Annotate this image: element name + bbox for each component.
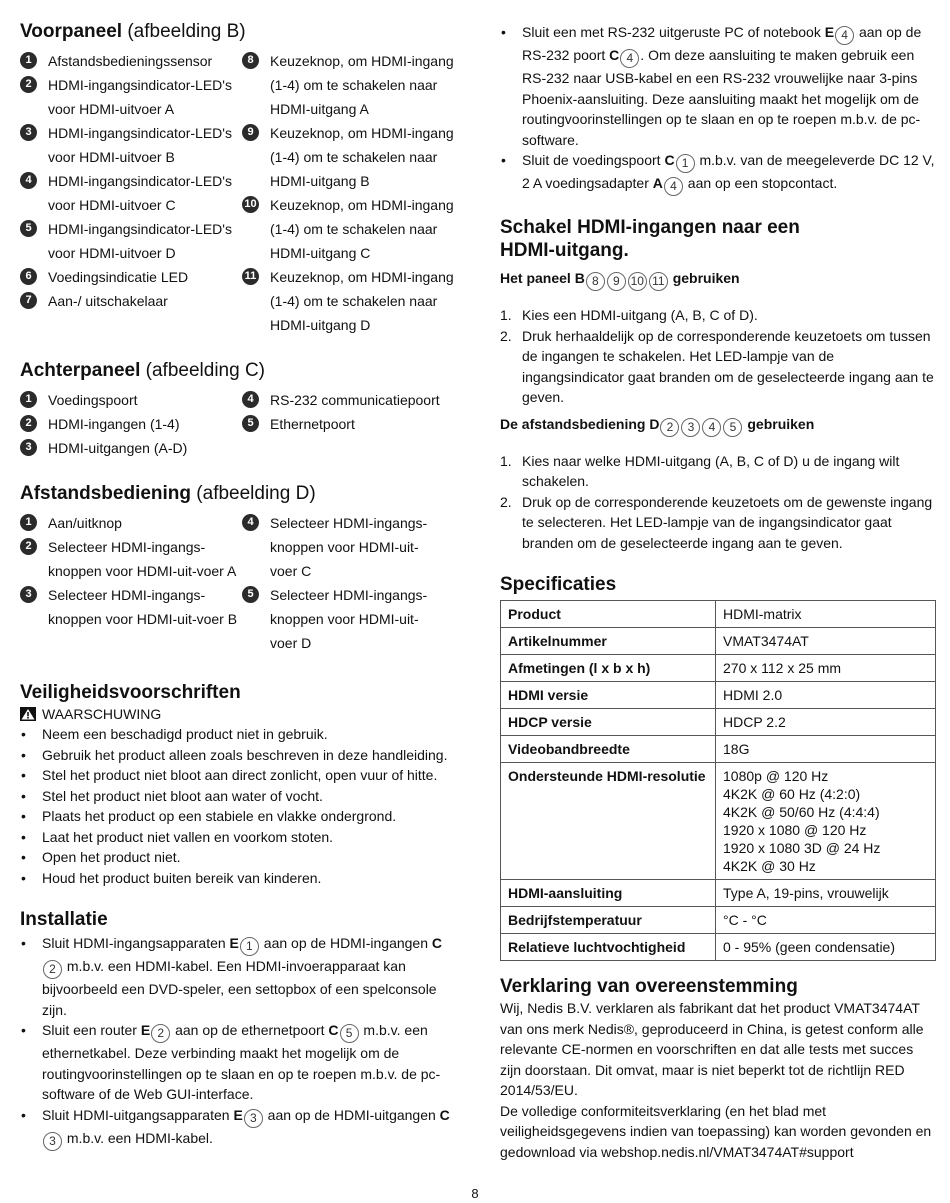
reference-number-circle: 1	[240, 937, 259, 956]
panel-button-numbers	[585, 270, 669, 286]
numbered-item	[242, 412, 460, 436]
step-item: 1. Kies naar welke HDMI-uitgang (A, B, C of D) u de ingang wilt schakelen.	[500, 452, 900, 489]
warning-triangle-icon	[20, 707, 36, 721]
bullet-item: • Plaats het product op een stabiele en vlakke ondergrond.	[20, 806, 460, 827]
reference-number-circle: 10	[628, 272, 647, 291]
item-number-badge: 4	[20, 172, 37, 189]
item-number-badge: 3	[20, 124, 37, 141]
item-text: HDMI-ingangsindicator-LED's voor HDMI-uitvoer B	[48, 125, 232, 165]
item-text: Selecteer HDMI-ingangs-knoppen voor HDMI-uit-voer C	[270, 515, 428, 579]
item-number-badge: 10	[242, 196, 259, 213]
numbered-item	[242, 193, 460, 265]
numbered-item	[20, 535, 242, 583]
item-text: Ethernetpoort	[270, 416, 355, 432]
spec-value: Type A, 19-pins, vrouwelijk	[716, 880, 936, 907]
bullet-item: • Sluit de voedingspoort C 1 m.b.v. van de meegeleverde DC 12 V, 2 A voedingsadapter A 4 aan op een stopcontact.	[500, 150, 936, 196]
item-text: HDMI-ingangsindicator-LED's voor HDMI-uitvoer A	[48, 77, 232, 117]
reference-number-circle: 4	[664, 177, 683, 196]
conformity-paragraph-1: Wij, Nedis B.V. verklaren als fabrikant dat het product VMAT3474AT van ons merk Nedis®, geproduceerd in China, is getest conform alle relevante CE-normen en voorschriften en dat alle tests met succes zijn doorstaan. Dit omvat, maar is niet beperkt tot de richtlijn RED 2014/53/EU.	[500, 1000, 924, 1098]
bullet-item: • Stel het product niet bloot aan direct zonlicht, open vuur of hitte.	[20, 765, 460, 786]
step-item: 1. Kies een HDMI-uitgang (A, B, C of D).	[500, 307, 758, 323]
bullet-item: • Sluit HDMI-ingangsapparaten E 1 aan op de HDMI-ingangen C2 m.b.v. een HDMI-kabel. Een HDMI-invoerapparaat kan bijvoorbeeld een DVD-speler, een settopbox of een spelconsole zijn.	[20, 933, 460, 1020]
reference-number-circle: 2	[151, 1024, 170, 1043]
numbered-item	[242, 583, 442, 655]
reference-number-circle: 11	[649, 272, 668, 291]
item-text: Selecteer HDMI-ingangs-knoppen voor HDMI-uit-voer A	[48, 539, 237, 579]
numbered-item	[20, 289, 242, 313]
numbered-item	[20, 73, 242, 121]
spec-row	[501, 628, 936, 655]
item-text: HDMI-ingangsindicator-LED's voor HDMI-uitvoer C	[48, 173, 232, 213]
warning-label: WAARSCHUWING	[20, 706, 460, 722]
spec-value: 0 - 95% (geen condensatie)	[716, 934, 936, 961]
item-text: HDMI-ingangsindicator-LED's voor HDMI-uitvoer D	[48, 221, 232, 261]
spec-key: Artikelnummer	[501, 628, 716, 655]
install-list-continued	[500, 22, 936, 196]
item-text: Keuzeknop, om HDMI-ingang (1-4) om te schakelen naar HDMI-uitgang A	[270, 53, 454, 117]
bullet-item: • Open het product niet.	[20, 847, 460, 868]
reference-number-circle: 4	[620, 49, 639, 68]
numbered-item	[20, 583, 242, 631]
spec-key: Product	[501, 601, 716, 628]
spec-row	[501, 682, 936, 709]
spec-value: 270 x 112 x 25 mm	[716, 655, 936, 682]
item-text: Aan-/ uitschakelaar	[48, 293, 168, 309]
spec-key: Bedrijfstemperatuur	[501, 907, 716, 934]
spec-value: VMAT3474AT	[716, 628, 936, 655]
item-number-badge: 2	[20, 415, 37, 432]
item-number-badge: 2	[20, 538, 37, 555]
specs-table	[500, 600, 936, 961]
step-item: 2. Druk herhaaldelijk op de corresponderende keuzetoets om tussen de ingangen te schakelen. Het LED-lampje van de ingangsindicator gaat branden om de geselecteerde ingang aan te geven.	[500, 327, 934, 405]
reference-number-circle: 4	[835, 26, 854, 45]
numbered-item	[20, 169, 242, 217]
remote-subheading: De afstandsbediening D 2 3 4 5 gebruiken	[500, 414, 936, 437]
conformity-heading: Verklaring van overeenstemming	[500, 976, 798, 997]
reference-number-circle: 8	[586, 272, 605, 291]
reference-number-circle: 3	[244, 1109, 263, 1128]
spec-row	[501, 907, 936, 934]
numbered-item	[20, 121, 242, 169]
spec-row	[501, 709, 936, 736]
item-text: HDMI-uitgangen (A-D)	[48, 440, 188, 456]
item-text: Keuzeknop, om HDMI-ingang (1-4) om te schakelen naar HDMI-uitgang C	[270, 197, 454, 261]
spec-value: 18G	[716, 736, 936, 763]
item-text: Voedingspoort	[48, 392, 138, 408]
spec-key: HDMI-aansluiting	[501, 880, 716, 907]
remote-heading: Afstandsbediening (afbeelding D)	[20, 483, 316, 504]
spec-value: °C - °C	[716, 907, 936, 934]
front-panel-list	[20, 49, 460, 337]
reference-number-circle: 1	[676, 154, 695, 173]
remote-list	[20, 511, 460, 655]
right-column	[500, 20, 936, 1162]
item-text: Voedingsindicatie LED	[48, 269, 189, 285]
item-number-badge: 4	[242, 391, 259, 408]
item-number-badge: 9	[242, 124, 259, 141]
install-heading: Installatie	[20, 909, 108, 930]
spec-row	[501, 880, 936, 907]
item-text: Aan/uitknop	[48, 515, 122, 531]
bullet-item: • Houd het product buiten bereik van kinderen.	[20, 868, 460, 889]
bullet-item: • Sluit HDMI-uitgangsapparaten E 3 aan op de HDMI-uitgangen C3 m.b.v. een HDMI-kabel.	[20, 1105, 460, 1151]
reference-number-circle: 2	[43, 960, 62, 979]
numbered-item	[242, 511, 442, 583]
safety-list	[20, 724, 460, 888]
page-number: 8	[471, 1186, 479, 1201]
item-number-badge: 6	[20, 268, 37, 285]
item-text: RS-232 communicatiepoort	[270, 392, 440, 408]
numbered-item	[20, 217, 242, 265]
reference-number-circle: 9	[607, 272, 626, 291]
numbered-item	[242, 49, 460, 121]
item-number-badge: 5	[242, 586, 259, 603]
spec-key: Afmetingen (l x b x h)	[501, 655, 716, 682]
numbered-item	[20, 388, 242, 412]
specs-heading: Specificaties	[500, 574, 617, 595]
item-number-badge: 7	[20, 292, 37, 309]
spec-key: Videobandbreedte	[501, 736, 716, 763]
spec-key: HDMI versie	[501, 682, 716, 709]
item-text: Keuzeknop, om HDMI-ingang (1-4) om te schakelen naar HDMI-uitgang D	[270, 269, 454, 333]
spec-value: HDMI 2.0	[716, 682, 936, 709]
rear-panel-heading: Achterpaneel (afbeelding C)	[20, 360, 265, 381]
switch-heading: Schakel HDMI-ingangen naar een HDMI-uitgang.	[500, 217, 800, 261]
numbered-item	[20, 436, 242, 460]
numbered-item	[242, 121, 460, 193]
spec-key: HDCP versie	[501, 709, 716, 736]
item-text: Keuzeknop, om HDMI-ingang (1-4) om te schakelen naar HDMI-uitgang B	[270, 125, 454, 189]
item-number-badge: 11	[242, 268, 259, 285]
panel-subheading: Het paneel B 8 9 10 11 gebruiken	[500, 268, 936, 291]
spec-key: Ondersteunde HDMI-resolutie	[501, 763, 716, 880]
item-number-badge: 3	[20, 439, 37, 456]
bullet-item: • Stel het product niet bloot aan water of vocht.	[20, 786, 460, 807]
bullet-item: • Sluit een met RS-232 uitgeruste PC of notebook E 4 aan op de RS-232 poort C 4 . Om deze aansluiting te maken gebruik een RS-232 naar USB-kabel en een RS-232 vrouwelijke naar 3-pins Phoenix-aansluiting. Deze aansluiting maakt het mogelijk om de routingvoorinstellingen op te slaan en op te roepen m.b.v. de pc-software.	[500, 22, 936, 150]
spec-row	[501, 763, 936, 880]
front-panel-heading: Voorpaneel (afbeelding B)	[20, 21, 246, 42]
numbered-item	[20, 511, 242, 535]
numbered-item	[20, 265, 242, 289]
reference-number-circle: 5	[340, 1024, 359, 1043]
bullet-item: • Sluit een router E 2 aan op de ethernetpoort C 5 m.b.v. een ethernetkabel. Deze verbinding maakt het mogelijk om de routingvoorinstellingen op te slaan en op te roepen m.b.v. de pc-software of de Web GUI-interface.	[20, 1020, 460, 1105]
item-number-badge: 5	[242, 415, 259, 432]
reference-number-circle: 2	[660, 418, 679, 437]
remote-button-numbers	[659, 416, 743, 432]
item-text: HDMI-ingangen (1-4)	[48, 416, 180, 432]
left-column	[20, 20, 460, 1151]
item-number-badge: 3	[20, 586, 37, 603]
reference-number-circle: 3	[43, 1132, 62, 1151]
spec-value: 1080p @ 120 Hz 4K2K @ 60 Hz (4:2:0) 4K2K @ 50/60 Hz (4:4:4) 1920 x 1080 @ 120 Hz 1920 x 1080 3D @ 24 Hz 4K2K @ 30 Hz	[716, 763, 936, 880]
conformity-text	[500, 998, 936, 1162]
item-text: Selecteer HDMI-ingangs-knoppen voor HDMI-uit-voer D	[270, 587, 428, 651]
item-text: Selecteer HDMI-ingangs-knoppen voor HDMI-uit-voer B	[48, 587, 238, 627]
conformity-paragraph-2: De volledige conformiteitsverklaring (en het blad met veiligheidsgegevens indien van toepassing) kan worden gevonden en gedownload via webshop.nedis.nl/VMAT3474AT#support	[500, 1102, 932, 1160]
step-item: 2. Druk op de corresponderende keuzetoets om de gewenste ingang te selecteren. Het LED-lampje van de ingangsindicator gaat branden om de geselecteerde ingang aan te geven.	[500, 493, 933, 551]
bullet-item: • Laat het product niet vallen en voorkom stoten.	[20, 827, 460, 848]
numbered-item	[20, 412, 242, 436]
reference-number-circle: 3	[681, 418, 700, 437]
item-number-badge: 4	[242, 514, 259, 531]
reference-number-circle: 5	[723, 418, 742, 437]
spec-row	[501, 736, 936, 763]
bullet-item: • Gebruik het product alleen zoals beschreven in deze handleiding.	[20, 745, 460, 766]
item-number-badge: 1	[20, 514, 37, 531]
numbered-item	[242, 388, 460, 412]
spec-key: Relatieve luchtvochtigheid	[501, 934, 716, 961]
install-list	[20, 933, 460, 1151]
panel-steps	[500, 305, 936, 408]
item-number-badge: 5	[20, 220, 37, 237]
numbered-item	[20, 49, 242, 73]
spec-row	[501, 934, 936, 961]
spec-row	[501, 601, 936, 628]
safety-heading: Veiligheidsvoorschriften	[20, 682, 241, 703]
spec-row	[501, 655, 936, 682]
numbered-item	[242, 265, 460, 337]
item-number-badge: 2	[20, 76, 37, 93]
item-number-badge: 8	[242, 52, 259, 69]
rear-panel-list	[20, 388, 460, 460]
remote-steps	[500, 451, 936, 554]
spec-value: HDCP 2.2	[716, 709, 936, 736]
item-number-badge: 1	[20, 52, 37, 69]
spec-value: HDMI-matrix	[716, 601, 936, 628]
reference-number-circle: 4	[702, 418, 721, 437]
bullet-item: • Neem een beschadigd product niet in gebruik.	[20, 724, 460, 745]
item-number-badge: 1	[20, 391, 37, 408]
item-text: Afstandsbedieningssensor	[48, 53, 213, 69]
